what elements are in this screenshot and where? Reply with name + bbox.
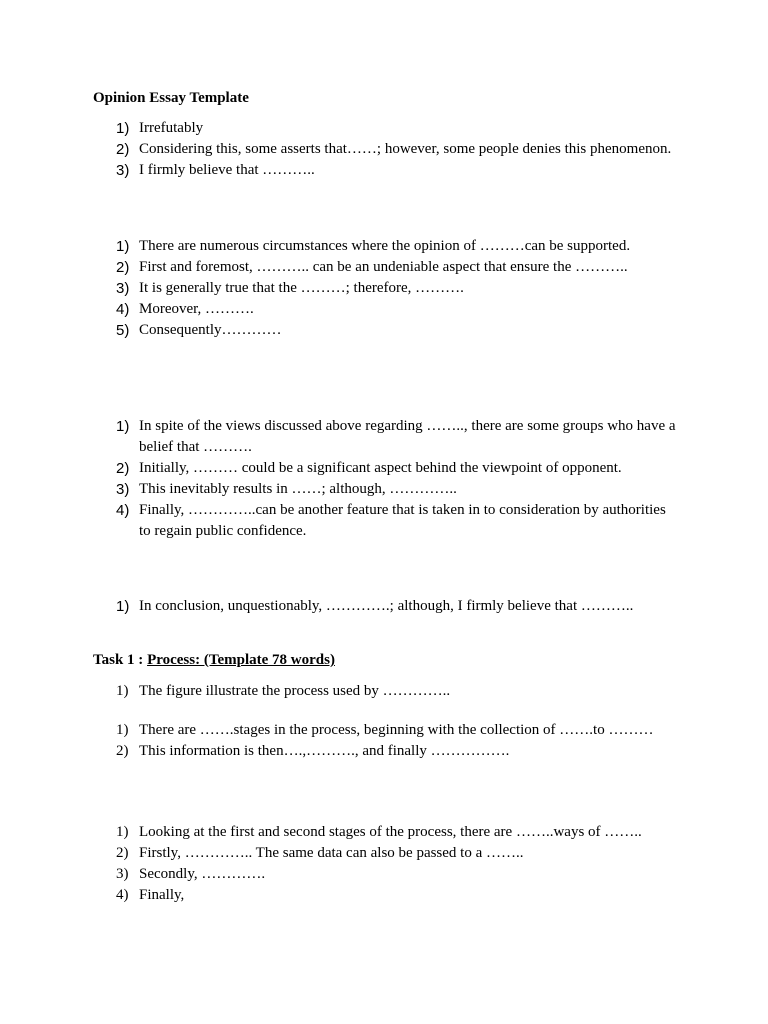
list-item-text: Consequently………… [139,322,282,338]
list-item [0,596,768,617]
list-item-text: Firstly, ………….. The same data can also be passed to a …….. [139,845,524,861]
list-item-number: 1) [116,598,130,615]
list-item-number: 1) [116,120,130,137]
list-item-number: 2) [116,141,130,158]
task-body-list [0,822,768,906]
list-item-number: 3) [116,280,130,297]
task-heading-prefix: Task 1 : [93,652,148,668]
body-paragraph-1-list [0,236,768,341]
task-heading-title: Process: (Template 78 words) [147,652,335,668]
list-item-number: 2) [116,845,129,861]
list-item [0,720,768,741]
list-item-number: 3) [116,866,129,882]
list-item [0,885,768,906]
list-item [0,278,768,299]
list-item [0,299,768,320]
task-heading [93,651,335,669]
list-item [0,843,768,864]
list-item-number: 1) [116,238,130,255]
conclusion-list [0,596,768,617]
task-overview-list [0,720,768,762]
list-item-text: The figure illustrate the process used by ………….. [139,683,451,699]
list-item-number: 2) [116,259,130,276]
list-item-number: 1) [116,824,129,840]
list-item-number: 4) [116,887,129,903]
list-item [0,257,768,278]
list-item-text: This inevitably results in ……; although, ………….. [139,481,457,497]
page-title: Opinion Essay Template [93,90,249,106]
list-item [0,458,768,479]
list-item-text: First and foremost, ……….. can be an undeniable aspect that ensure the ……….. [139,259,628,275]
list-item [0,479,768,500]
list-item-number: 2) [116,743,129,759]
list-item [0,139,768,160]
list-item-number: 3) [116,162,130,179]
body-paragraph-2-list [0,416,768,542]
list-item [0,236,768,257]
list-item-text: I firmly believe that ……….. [139,162,315,178]
list-item-text: Finally, …………..can be another feature that is taken in to consideration by authorities to regain public confidence. [139,502,666,539]
list-item [0,741,768,762]
intro-list [0,118,768,181]
list-item [0,500,768,542]
list-item-text: Finally, [139,887,185,903]
task-intro-list [0,681,768,702]
list-item-text: In spite of the views discussed above regarding …….., there are some groups who have a belief that ………. [139,418,676,455]
list-item-number: 5) [116,322,130,339]
list-item-text: There are …….stages in the process, beginning with the collection of …….to ……… [139,722,654,738]
list-item-number: 3) [116,481,130,498]
list-item [0,822,768,843]
list-item [0,864,768,885]
list-item-text: It is generally true that the ………; therefore, ………. [139,280,464,296]
list-item-number: 1) [116,418,130,435]
list-item [0,160,768,181]
list-item [0,118,768,139]
list-item [0,320,768,341]
list-item-number: 4) [116,502,130,519]
list-item-text: This information is then….,………., and finally ……………. [139,743,510,759]
list-item-text: In conclusion, unquestionably, ………….; although, I firmly believe that ……….. [139,598,634,614]
list-item-text: Considering this, some asserts that……; however, some people denies this phenomenon. [139,141,672,157]
list-item-text: Irrefutably [139,120,204,136]
list-item-text: Moreover, ………. [139,301,254,317]
list-item-number: 4) [116,301,130,318]
list-item-text: There are numerous circumstances where the opinion of ………can be supported. [139,238,631,254]
list-item-number: 1) [116,683,129,699]
list-item-text: Initially, ……… could be a significant aspect behind the viewpoint of opponent. [139,460,622,476]
list-item [0,416,768,458]
list-item-number: 1) [116,722,129,738]
list-item [0,681,768,702]
list-item-number: 2) [116,460,130,477]
list-item-text: Looking at the first and second stages of the process, there are ……..ways of …….. [139,824,642,840]
list-item-text: Secondly, …………. [139,866,266,882]
